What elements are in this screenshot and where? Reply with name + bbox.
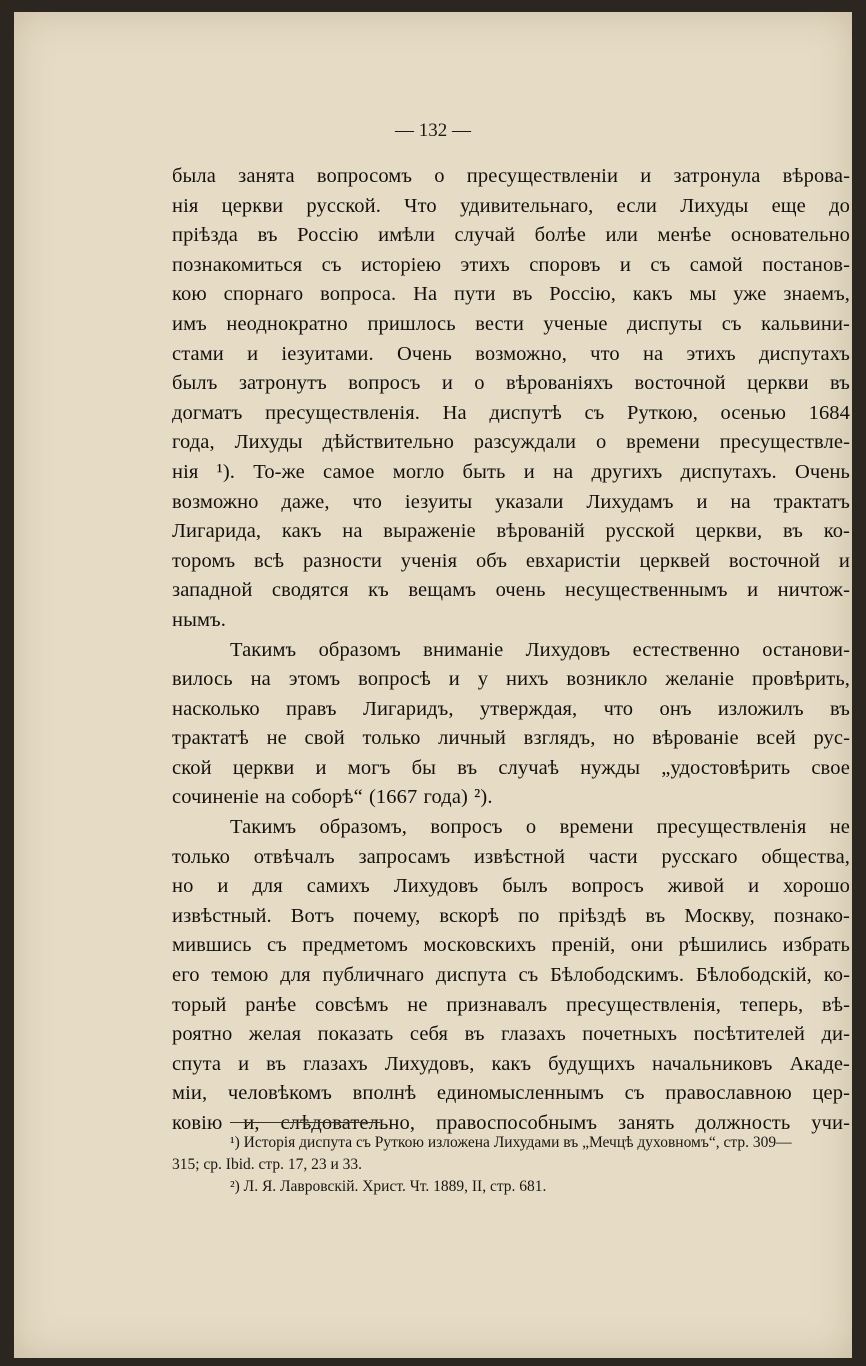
text-line: пріѣзда въ Россію имѣли случай болѣе или менѣе основательно: [172, 224, 850, 247]
text-line: міи, человѣкомъ вполнѣ единомысленнымъ съ православною цер-: [172, 1082, 850, 1105]
text-line: но и для самихъ Лихудовъ былъ вопросъ живой и хорошо: [172, 875, 850, 898]
text-line: роятно желая показать себя въ глазахъ почетныхъ посѣтителей ди-: [172, 1023, 850, 1046]
text-line: вилось на этомъ вопросѣ и у нихъ возникло желаніе провѣрить,: [172, 668, 850, 691]
paragraph-2: [172, 636, 850, 814]
text-line: Лигарида, какъ на выраженіе вѣрованій русской церкви, въ ко-: [172, 520, 850, 543]
paragraph-3: [172, 813, 850, 1139]
text-line: Такимъ образомъ вниманіе Лихудовъ естественно останови-: [230, 638, 850, 661]
text-line: Такимъ образомъ, вопросъ о времени пресуществленія не: [230, 816, 850, 839]
book-page: [14, 12, 852, 1358]
text-line: ковію и, слѣдовательно, правоспособнымъ занять должность учи-: [172, 1112, 850, 1134]
text-line: нія ¹). То-же самое могло быть и на другихъ диспутахъ. Очень: [172, 460, 850, 483]
text-line: нія церкви русской. Что удивительнаго, если Лихуды еще до: [172, 194, 850, 217]
text-line: только отвѣчалъ запросамъ извѣстной части русскаго общества,: [172, 845, 850, 868]
text-line: имъ неоднократно пришлось вести ученые диспуты съ кальвини-: [172, 312, 850, 335]
footnote-line: ¹) Исторія диспута съ Руткою изложена Лихудами въ „Мечцѣ духовномъ“, стр. 309—: [230, 1134, 792, 1151]
body-text: [172, 162, 850, 1139]
footnote-line: ²) Л. Я. Лавровскій. Христ. Чт. 1889, II, стр. 681.: [230, 1178, 547, 1195]
text-line: спута и въ глазахъ Лихудовъ, какъ будущихъ начальниковъ Акаде-: [172, 1052, 850, 1075]
text-line: кою спорнаго вопроса. На пути въ Россію, какъ мы уже знаемъ,: [172, 283, 850, 306]
text-line: насколько правъ Лигаридъ, утверждая, что онъ изложилъ въ: [172, 697, 850, 720]
text-line: нымъ.: [172, 608, 226, 631]
text-line: стами и іезуитами. Очень возможно, что на этихъ диспутахъ: [172, 342, 850, 365]
text-line: сочиненіе на соборѣ“ (1667 года) ²).: [172, 786, 493, 809]
text-line: возможно даже, что іезуиты указали Лихудамъ и на трактатъ: [172, 490, 850, 513]
footnote-divider: [230, 1122, 380, 1123]
text-line: года, Лихуды дѣйствительно разсуждали о времени пресуществле-: [172, 431, 850, 454]
footnote-line: 315; ср. Ibid. стр. 17, 23 и 33.: [172, 1156, 363, 1173]
text-line: торый ранѣе совсѣмъ не признавалъ пресуществленія, теперь, вѣ-: [172, 993, 850, 1016]
text-line: извѣстный. Вотъ почему, вскорѣ по пріѣздѣ въ Москву, познако-: [172, 904, 850, 927]
text-line: западной сводятся къ вещамъ очень несущественнымъ и ничтож-: [172, 579, 850, 602]
paragraph-1: [172, 162, 850, 636]
text-line: мившись съ предметомъ московскихъ преній, они рѣшились избрать: [172, 934, 850, 957]
page-number: — 132 —: [395, 120, 471, 141]
text-line: трактатѣ не свой только личный взглядъ, но вѣрованіе всей рус-: [172, 727, 850, 750]
text-line: былъ затронутъ вопросъ и о вѣрованіяхъ восточной церкви въ: [172, 372, 850, 395]
text-line: догматъ пресуществленія. На диспутѣ съ Руткою, осенью 1684: [172, 401, 850, 424]
text-line: его темою для публичнаго диспута съ Бѣлободскимъ. Бѣлободскій, ко-: [172, 964, 850, 987]
footnotes: [172, 1132, 850, 1198]
text-line: познакомиться съ исторіею этихъ споровъ и съ самой постанов-: [172, 253, 850, 276]
text-line: торомъ всѣ разности ученія объ евхаристіи церквей восточной и: [172, 549, 850, 572]
text-line: ской церкви и могъ бы въ случаѣ нужды „удостовѣрить свое: [172, 756, 850, 779]
text-line: была занята вопросомъ о пресуществленіи и затронула вѣрова-: [172, 165, 850, 187]
